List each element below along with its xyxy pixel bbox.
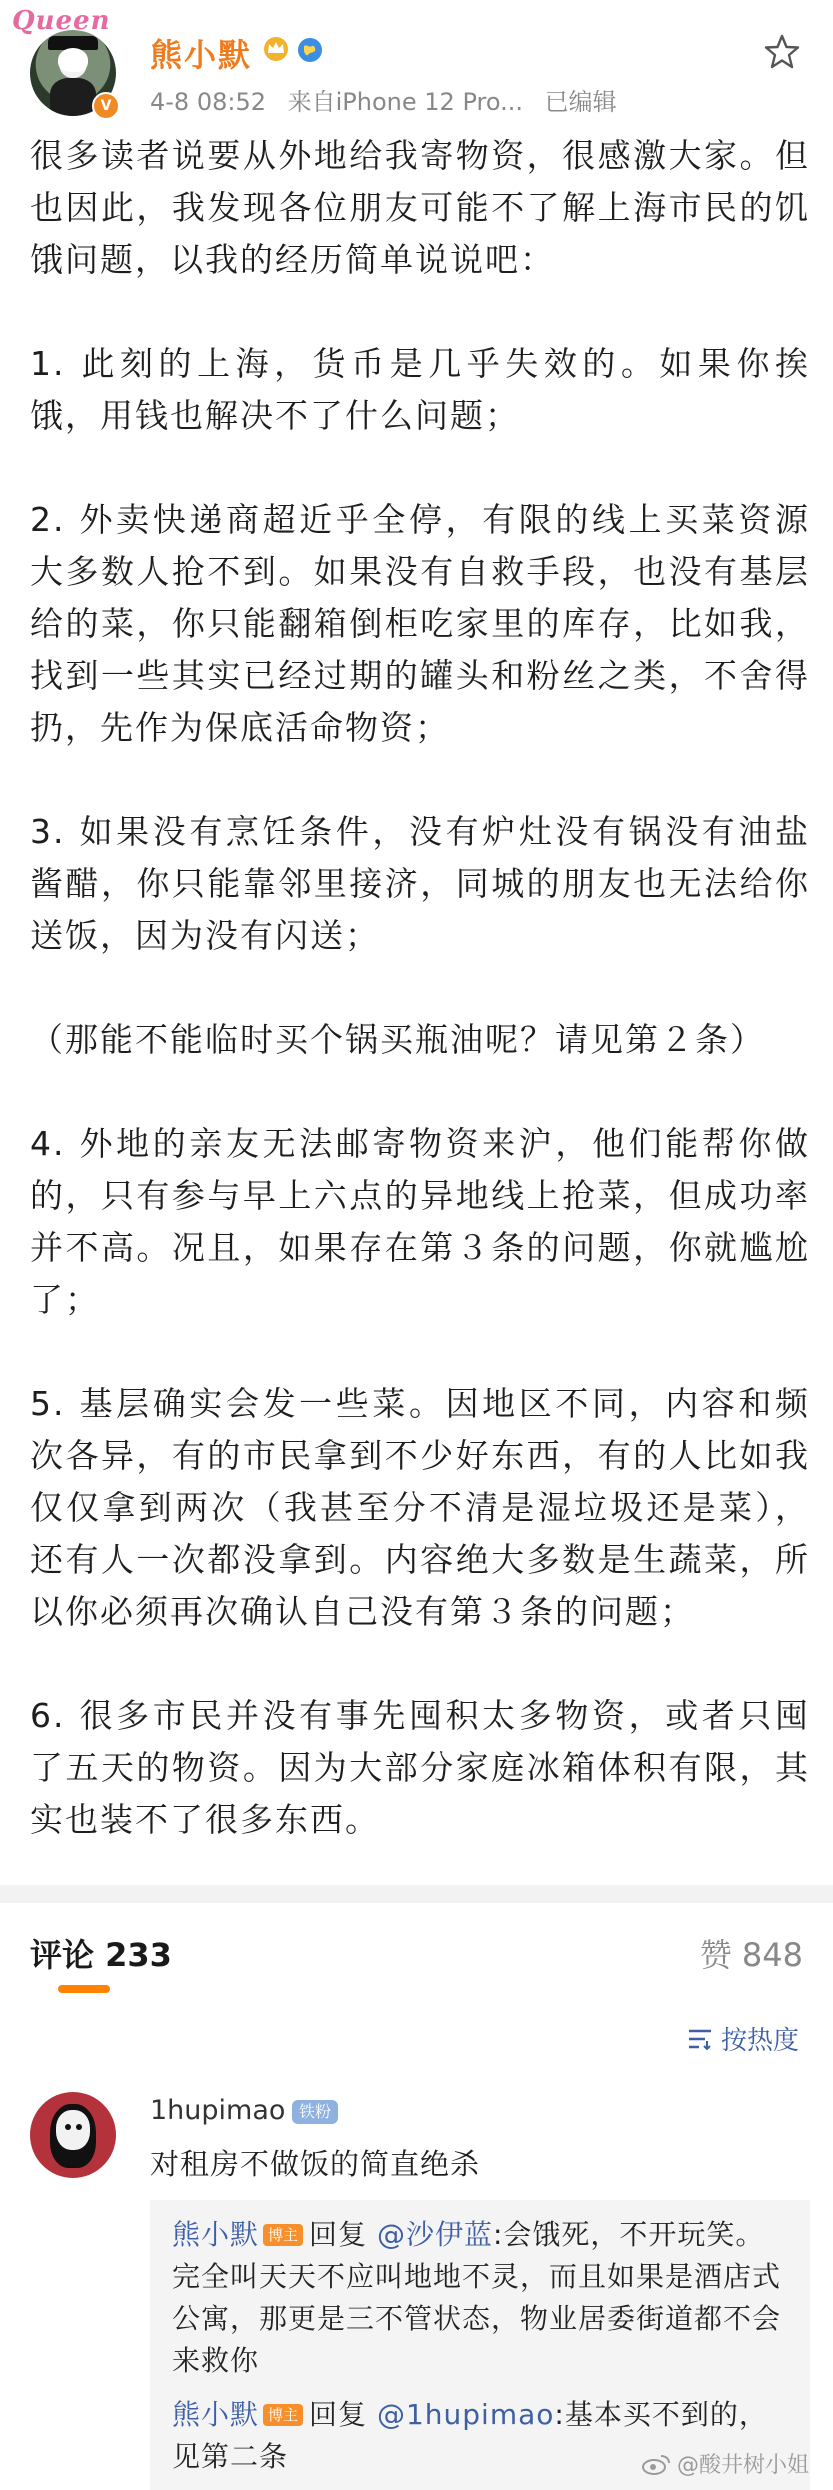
- favorite-star-icon[interactable]: [762, 32, 802, 72]
- tab-comments[interactable]: 评论 233: [30, 1936, 172, 1974]
- post-date: 4-8 08:52: [150, 88, 266, 116]
- fan-badge: 铁粉: [292, 2100, 338, 2124]
- active-tab-indicator: [58, 1985, 110, 1993]
- edited-label[interactable]: 已编辑: [544, 88, 617, 116]
- post-paragraph: 4. 外地的亲友无法邮寄物资来沪，他们能帮你做的，只有参与早上六点的异地线上抢菜，但成功率并不高。况且，如果存在第３条的问题，你就尴尬了；: [30, 1124, 810, 1319]
- comment-text[interactable]: 对租房不做饭的简直绝杀: [150, 2147, 481, 2181]
- reply-mention[interactable]: @沙伊蓝: [376, 2218, 493, 2251]
- section-divider: [0, 1885, 833, 1903]
- sort-icon: [687, 2027, 713, 2051]
- post-paragraph: 3. 如果没有烹饪条件，没有炉灶没有锅没有油盐酱醋，你只能靠邻里接济，同城的朋友也无法给你送饭，因为没有闪送；: [30, 812, 810, 955]
- author-badge: 博主: [263, 2404, 303, 2426]
- reply-action: 回复: [309, 2218, 368, 2251]
- avatar-frame-badge: Queen: [12, 6, 111, 36]
- globe-icon: [296, 36, 324, 64]
- author-name[interactable]: 熊小默: [150, 36, 253, 74]
- sort-label: 按热度: [720, 2026, 799, 2056]
- tab-likes[interactable]: 赞 848: [699, 1936, 803, 1974]
- reply-mention[interactable]: @1hupimao: [376, 2398, 555, 2431]
- post-paragraph: （那能不能临时买个锅买瓶油呢？请见第２条）: [30, 1020, 765, 1059]
- weibo-logo-icon: [641, 2452, 671, 2476]
- post-paragraph: 6. 很多市民并没有事先囤积太多物资，或者只囤了五天的物资。因为大部分家庭冰箱体积有限，其实也装不了很多东西。: [30, 1696, 810, 1839]
- post-paragraph: 5. 基层确实会发一些菜。因地区不同，内容和频次各异，有的市民拿到不少好东西，有的人比如我仅仅拿到两次（我甚至分不清是湿垃圾还是菜），还有人一次都没拿到。内容绝大多数是生蔬菜，所以你必须再次确认自己没有第３条的问题；: [30, 1384, 810, 1631]
- crown-icon: [262, 36, 290, 62]
- commenter-name[interactable]: 1hupimao: [150, 2095, 286, 2126]
- commenter-avatar[interactable]: [30, 2092, 116, 2178]
- post-header: [0, 0, 833, 150]
- reply-text: :会饿死，不开玩笑。完全叫天天不应叫地地不灵，而且如果是酒店式公寓，那更是三不管状态，物业居委街道都不会来救你: [172, 2218, 782, 2377]
- replies-box[interactable]: [150, 2200, 810, 2490]
- post-paragraph: 2. 外卖快递商超近乎全停，有限的线上买菜资源大多数人抢不到。如果没有自救手段，也没有基层给的菜，你只能翻箱倒柜吃家里的库存，比如我，找到一些其实已经过期的罐头和粉丝之类，不舍得扔，先作为保底活命物资；: [30, 500, 810, 747]
- post-body: [30, 130, 810, 1846]
- reply-text: :基本买不到的，见第二条: [172, 2398, 768, 2473]
- reply-action: 回复: [309, 2398, 368, 2431]
- post-paragraph: 很多读者说要从外地给我寄物资，很感激大家。但也因此，我发现各位朋友可能不了解上海市民的饥饿问题，以我的经历简单说说吧：: [30, 136, 810, 279]
- post-paragraph: 1. 此刻的上海，货币是几乎失效的。如果你挨饿，用钱也解决不了什么问题；: [30, 344, 810, 435]
- reply-author[interactable]: 熊小默: [172, 2218, 260, 2251]
- author-badge: 博主: [263, 2224, 303, 2246]
- post-meta: [150, 82, 631, 117]
- watermark-text: @酸井树小姐: [676, 2453, 809, 2478]
- post-source[interactable]: 来自iPhone 12 Pro...: [287, 88, 523, 116]
- watermark: [641, 2448, 809, 2479]
- reply-author[interactable]: 熊小默: [172, 2398, 260, 2431]
- vip-badge-icon: V: [92, 92, 120, 120]
- reply-item[interactable]: [172, 2214, 792, 2382]
- sort-by-hot-button[interactable]: [687, 2020, 799, 2057]
